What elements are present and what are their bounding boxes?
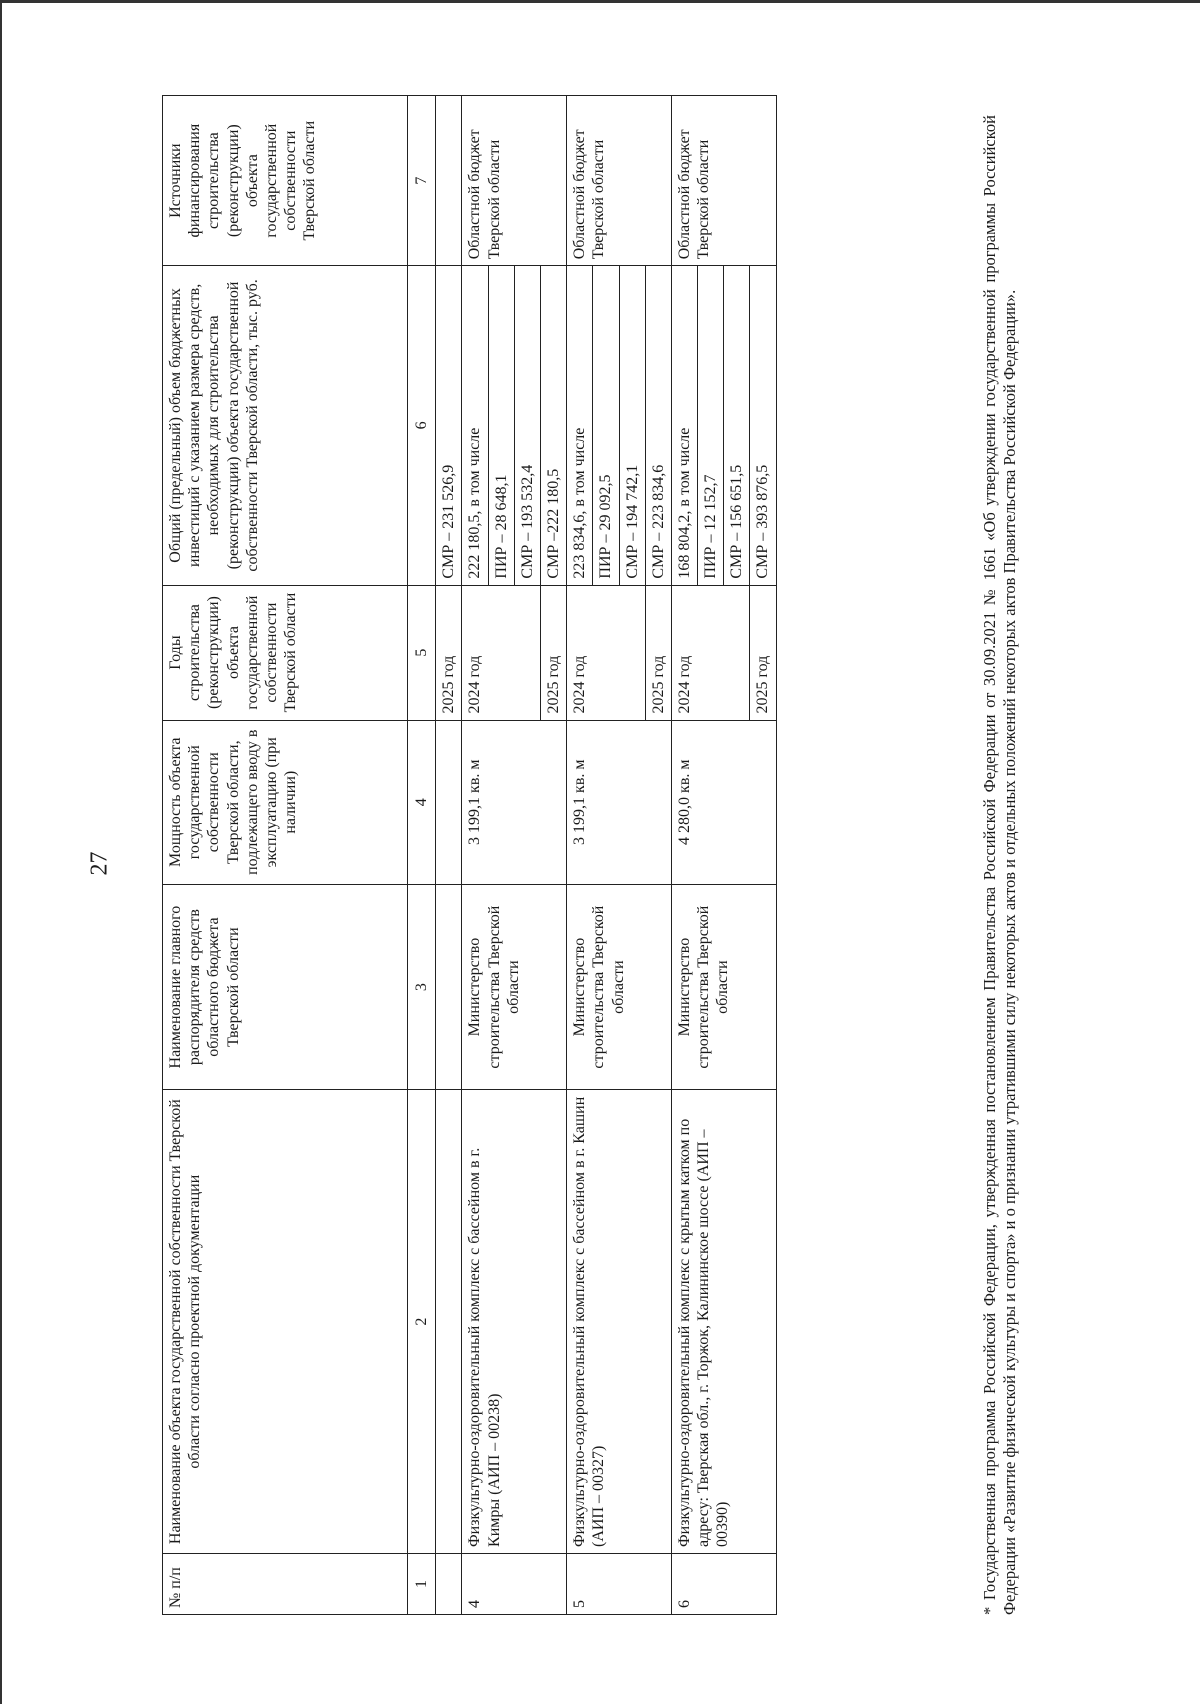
budget-amount: ПИР – 28 648,1 (488, 266, 514, 585)
col-num-2: 2 (408, 1090, 436, 1554)
header-object-name: Наименование объекта государственной собственности Тверской области согласно проектной документации (163, 1090, 408, 1554)
year: 2024 год (567, 585, 646, 720)
row-num: 5 (567, 1553, 672, 1614)
table-row (567, 96, 593, 1615)
budget-amount: 168 804,2, в том числе (671, 266, 697, 585)
manager-name: Министерство строительства Тверской области (462, 884, 567, 1089)
column-number-row (408, 96, 436, 1615)
col-num-6: 6 (408, 266, 436, 585)
object-name: Физкультурно-оздоровительный комплекс с бассейном в г. Кашин (АИП – 00327) (567, 1090, 672, 1554)
funding-source: Областной бюджет Тверской области (567, 96, 672, 266)
budget-amount: СМР – 156 651,5 (724, 266, 750, 585)
row-num: 4 (462, 1553, 567, 1614)
year: 2025 год (540, 585, 566, 720)
budget-amount: СМР – 223 834,6 (645, 266, 671, 585)
year: 2024 год (671, 585, 750, 720)
table-row (462, 96, 488, 1615)
scan-edge-left (0, 0, 2, 1704)
table-row (671, 96, 697, 1615)
rotated-page-content (162, 95, 1162, 1615)
header-num: № п/п (163, 1553, 408, 1614)
funding-source: Областной бюджет Тверской области (671, 96, 776, 266)
col-num-5: 5 (408, 585, 436, 720)
budget-amount: ПИР – 29 092,5 (593, 266, 619, 585)
continuation-year: 2025 год (436, 585, 462, 720)
object-name: Физкультурно-оздоровительный комплекс с крытым катком по адресу: Тверская обл., г. Торжок, Калининское шоссе (АИП – 00390) (671, 1090, 776, 1554)
col-num-7: 7 (408, 96, 436, 266)
capacity: 3 199,1 кв. м (567, 720, 672, 884)
footnote: * Государственная программа Российской Федерации, утвержденная постановлением Правительства Российской Федерации от 30.09.2021 № 1661 «Об утверждении государственной программы Российской Федерации «Развитие физической культуры и спорта» и о признании утратившими силу некоторых актов и отдельных положений некоторых актов Правительства Российской Федерации». (980, 115, 1019, 1615)
col-num-1: 1 (408, 1553, 436, 1614)
budget-amount: СМР –222 180,5 (540, 266, 566, 585)
budget-amount: СМР – 194 742,1 (619, 266, 645, 585)
budget-amount: 223 834,6, в том числе (567, 266, 593, 585)
budget-amount: ПИР – 12 152,7 (698, 266, 724, 585)
funding-source: Областной бюджет Тверской области (462, 96, 567, 266)
continuation-amount: СМР – 231 526,9 (436, 266, 462, 585)
investment-table (162, 95, 777, 1615)
header-source: Источники финансирования строительства (реконструкции) объекта государственной собственности Тверской области (163, 96, 408, 266)
manager-name: Министерство строительства Тверской области (567, 884, 672, 1089)
capacity: 4 280,0 кв. м (671, 720, 776, 884)
capacity: 3 199,1 кв. м (462, 720, 567, 884)
col-num-4: 4 (408, 720, 436, 884)
header-years: Годы строительства (реконструкции) объекта государственной собственности Тверской области (163, 585, 408, 720)
continuation-row (436, 96, 462, 1615)
header-manager: Наименование главного распорядителя средств областного бюджета Тверской области (163, 884, 408, 1089)
year: 2025 год (645, 585, 671, 720)
scan-edge-top (0, 0, 1200, 3)
budget-amount: 222 180,5, в том числе (462, 266, 488, 585)
object-name: Физкультурно-оздоровительный комплекс с бассейном в г. Кимры (АИП – 00238) (462, 1090, 567, 1554)
header-row (163, 96, 408, 1615)
year: 2025 год (750, 585, 776, 720)
page-number: 27 (86, 851, 113, 876)
manager-name: Министерство строительства Тверской области (671, 884, 776, 1089)
header-capacity: Мощность объекта государственной собственности Тверской области, подлежащего вводу в эксплуатацию (при наличии) (163, 720, 408, 884)
header-budget: Общий (предельный) объем бюджетных инвестиций с указанием размера средств, необходимых для строительства (реконструкции) объекта государственной собственности Тверской области, тыс. руб. (163, 266, 408, 585)
year: 2024 год (462, 585, 541, 720)
budget-amount: СМР – 193 532,4 (514, 266, 540, 585)
budget-amount: СМР – 393 876,5 (750, 266, 776, 585)
row-num: 6 (671, 1553, 776, 1614)
col-num-3: 3 (408, 884, 436, 1089)
